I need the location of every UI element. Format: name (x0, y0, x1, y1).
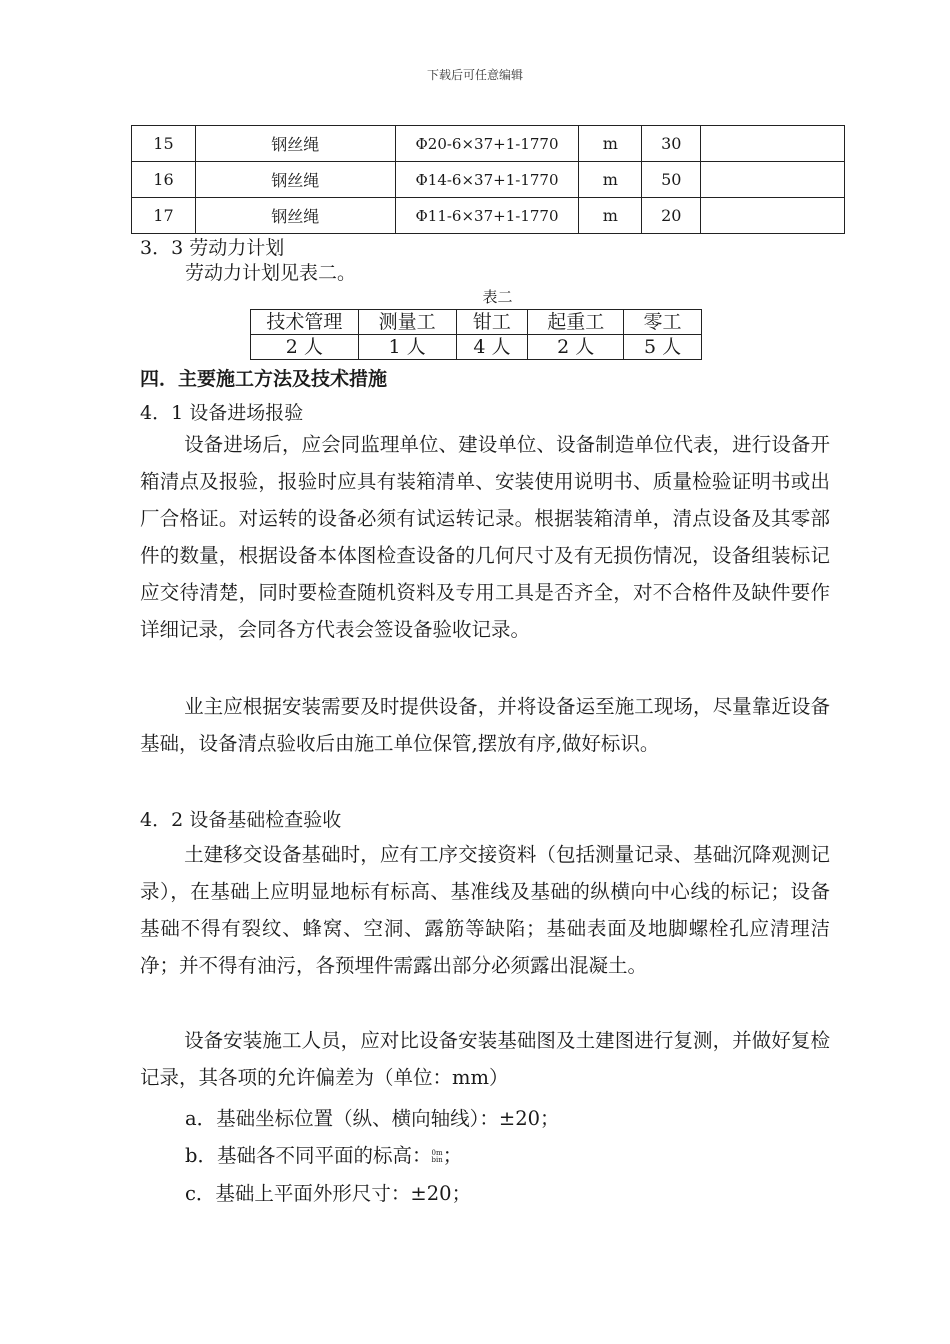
labor-header-cell: 零工 (624, 310, 702, 335)
materials-table (131, 125, 845, 234)
labor-header-cell: 技术管理 (251, 310, 359, 335)
section-3-3-heading: 3．3 劳动力计划 (140, 237, 285, 259)
labor-value-cell: 5 人 (624, 335, 702, 360)
paragraph-text: 业主应根据安装需要及时提供设备，并将设备运至施工现场，尽量靠近设备基础，设备清点验收后由施工单位保管,摆放有序,做好标识。 (140, 695, 830, 755)
section-4-heading: 四．主要施工方法及技术措施 (140, 368, 388, 390)
row-number: 17 (132, 198, 196, 234)
paragraph-text: 设备进场后，应会同监理单位、建设单位、设备制造单位代表，进行设备开箱清点及报验，报验时应具有装箱清单、安装使用说明书、质量检验证明书或出厂合格证。对运转的设备必须有试运转记录。根据装箱清单，清点设备及其零部件的数量，根据设备本体图检查设备的几何尺寸及有无损伤情况，设备组装标记应交待清楚，同时要检查随机资料及专用工具是否齐全，对不合格件及缺件要作详细记录，会同各方代表会签设备验收记录。 (140, 433, 830, 641)
paragraph (140, 426, 830, 648)
labor-header-cell: 起重工 (528, 310, 624, 335)
row-number: 15 (132, 126, 196, 162)
labor-table (250, 309, 702, 360)
list-item-b-text: b．基础各不同平面的标高： (185, 1144, 432, 1167)
labor-header-cell: 钳工 (456, 310, 528, 335)
labor-header-cell: 测量工 (358, 310, 456, 335)
labor-value-row (251, 335, 702, 360)
item-remark (701, 198, 845, 234)
item-name: 钢丝绳 (195, 162, 395, 198)
labor-table-caption: 表二 (482, 288, 513, 306)
item-quantity: 20 (642, 198, 701, 234)
item-spec: Φ11-6×37+1-1770 (395, 198, 579, 234)
labor-value-cell: 2 人 (251, 335, 359, 360)
row-number: 16 (132, 162, 196, 198)
section-3-3-text: 劳动力计划见表二。 (185, 262, 357, 284)
item-unit: m (579, 162, 642, 198)
page-header: 下载后可任意编辑 (426, 68, 523, 82)
table-row (132, 126, 845, 162)
labor-value-cell: 1 人 (358, 335, 456, 360)
item-remark (701, 126, 845, 162)
labor-header-row (251, 310, 702, 335)
list-item-b (185, 1140, 462, 1168)
item-remark (701, 162, 845, 198)
tiny-annotation-bottom: bin (431, 1155, 443, 1164)
tiny-annotation-top: 0m (431, 1148, 443, 1157)
paragraph-text: 设备安装施工人员，应对比设备安装基础图及土建图进行复测，并做好复检记录，其各项的允许偏差为（单位：mm） (140, 1029, 830, 1089)
item-spec: Φ14-6×37+1-1770 (395, 162, 579, 198)
table-row (132, 198, 845, 234)
item-name: 钢丝绳 (195, 198, 395, 234)
paragraph-text: 土建移交设备基础时，应有工序交接资料（包括测量记录、基础沉降观测记录），在基础上应明显地标有标高、基准线及基础的纵横向中心线的标记；设备基础不得有裂纹、蜂窝、空洞、露筋等缺陷；基础表面及地脚螺栓孔应清理洁净；并不得有油污，各预埋件需露出部分必须露出混凝土。 (140, 843, 830, 977)
list-item-b-end: ； (442, 1144, 463, 1167)
item-name: 钢丝绳 (195, 126, 395, 162)
table-row (132, 162, 845, 198)
section-4-2-heading: 4．2 设备基础检查验收 (140, 809, 342, 831)
tiny-annotation (431, 1150, 442, 1164)
item-quantity: 50 (642, 162, 701, 198)
item-spec: Φ20-6×37+1-1770 (395, 126, 579, 162)
paragraph (140, 1022, 830, 1096)
list-item-c: c．基础上平面外形尺寸：±20； (185, 1182, 472, 1205)
labor-value-cell: 4 人 (456, 335, 528, 360)
item-unit: m (579, 126, 642, 162)
item-quantity: 30 (642, 126, 701, 162)
paragraph (140, 688, 830, 762)
paragraph (140, 836, 830, 984)
list-item-a: a．基础坐标位置（纵、横向轴线）：±20； (185, 1107, 560, 1130)
section-4-1-heading: 4．1 设备进场报验 (140, 402, 304, 424)
item-unit: m (579, 198, 642, 234)
labor-value-cell: 2 人 (528, 335, 624, 360)
